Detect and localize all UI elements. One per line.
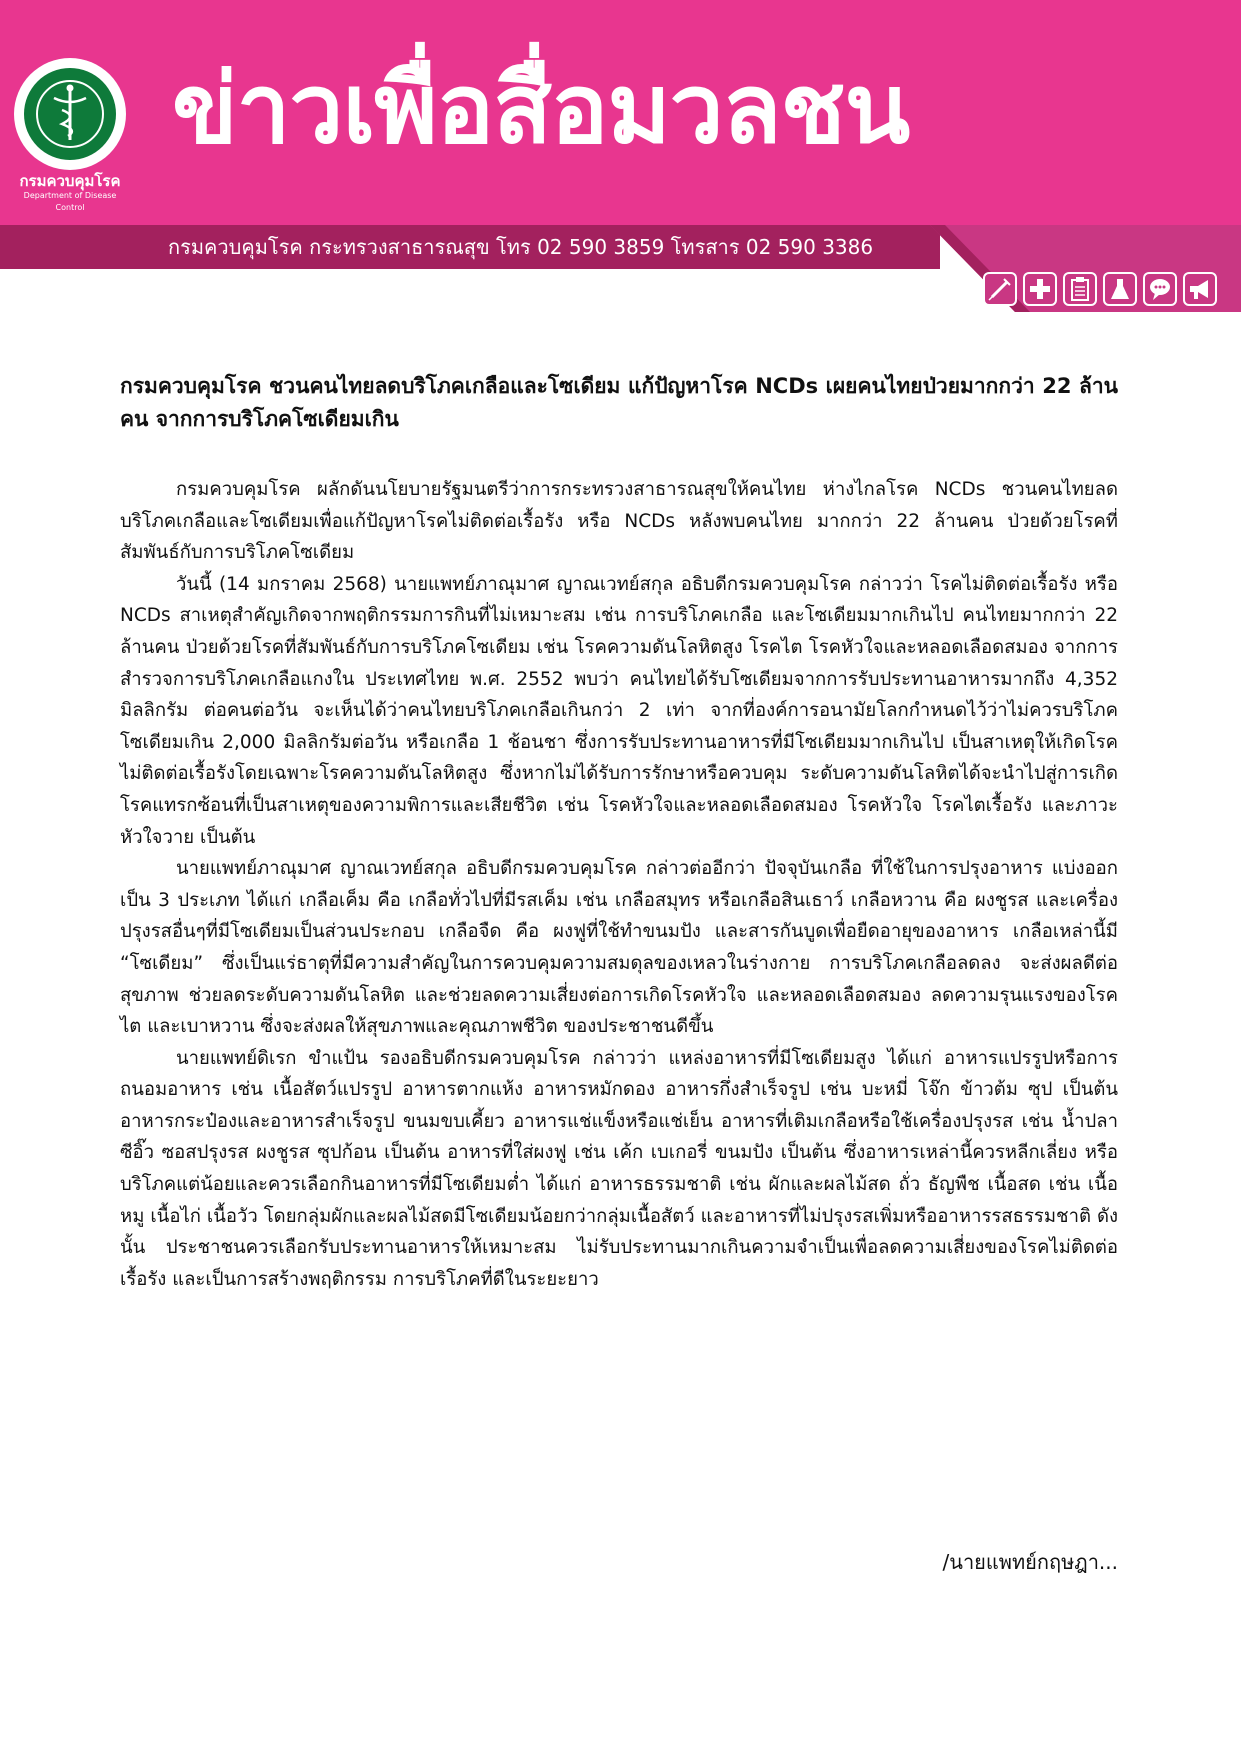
- press-release-header: [0, 0, 1241, 312]
- article-paragraph: กรมควบคุมโรค ผลักดันนโยบายรัฐมนตรีว่าการกระทรวงสาธารณสุขให้คนไทย ห่างไกลโรค NCDs ชวนคนไทยลดบริโภคเกลือและโซเดียมเพื่อแก้ปัญหาโรคไม่ติดต่อเรื้อรัง หรือ NCDs หลังพบคนไทย มากกว่า 22 ล้านคน ป่วยด้วยโรคที่สัมพันธ์กับการบริโภคโซเดียม: [120, 479, 1118, 564]
- article-paragraph: นายแพทย์ภาณุมาศ ญาณเวทย์สกุล อธิบดีกรมควบคุมโรค กล่าวต่ออีกว่า ปัจจุบันเกลือ ที่ใช้ในการปรุงอาหาร แบ่งออกเป็น 3 ประเภท ได้แก่ เกลือเค็ม คือ เกลือทั่วไปที่มีรสเค็ม เช่น เกลือสมุทร หรือเกลือสินเธาว์ เกลือหวาน คือ ผงชูรส และเครื่องปรุงรสอื่นๆที่มีโซเดียมเป็นส่วนประกอบ เกลือจืด คือ ผงฟูที่ใช้ทำขนมปัง และสารกันบูดเพื่อยืดอายุของอาหาร เกลือเหล่านี้มี “โซเดียม” ซึ่งเป็นแร่ธาตุที่มีความสำคัญในการควบคุมความสมดุลของเหลวในร่างกาย การบริโภคเกลือลดลง จะส่งผลดีต่อสุขภาพ ช่วยลดระดับความดันโลหิต และช่วยลดความเสี่ยงต่อการเกิดโรคหัวใจ และหลอดเลือดสมอง ลดความรุนแรงของโรคไต และเบาหวาน ซึ่งจะส่งผลให้สุขภาพและคุณภาพชีวิต ของประชาชนดีขึ้น: [120, 858, 1118, 1038]
- article-paragraph: วันนี้ (14 มกราคม 2568) นายแพทย์ภาณุมาศ ญาณเวทย์สกุล อธิบดีกรมควบคุมโรค กล่าวว่า โรคไม่ติดต่อเรื้อรัง หรือ NCDs สาเหตุสำคัญเกิดจากพฤติกรรมการกินที่ไม่เหมาะสม เช่น การบริโภคเกลือ และโซเดียมมากเกินไป คนไทยมากกว่า 22 ล้านคน ป่วยด้วยโรคที่สัมพันธ์กับการบริโภคโซเดียม เช่น โรคความดันโลหิตสูง โรคไต โรคหัวใจและหลอดเลือดสมอง จากการสำรวจการบริโภคเกลือแกงใน ประเทศไทย พ.ศ. 2552 พบว่า คนไทยได้รับโซเดียมจากการรับประทานอาหารมากถึง 4,352 มิลลิกรัม ต่อคนต่อวัน จะเห็นได้ว่าคนไทยบริโภคเกลือเกินกว่า 2 เท่า จากที่องค์การอนามัยโลกกำหนดไว้ว่าไม่ควรบริโภค โซเดียมเกิน 2,000 มิลลิกรัมต่อวัน หรือเกลือ 1 ช้อนชา ซึ่งการรับประทานอาหารที่มีโซเดียมมากเกินไป เป็นสาเหตุให้เกิดโรคไม่ติดต่อเรื้อรังโดยเฉพาะโรคความดันโลหิตสูง ซึ่งหากไม่ได้รับการรักษาหรือควบคุม ระดับความดันโลหิตได้จะนำไปสู่การเกิดโรคแทรกซ้อนที่เป็นสาเหตุของความพิการและเสียชีวิต เช่น โรคหัวใจและหลอดเลือดสมอง โรคหัวใจ โรคไตเรื้อรัง และภาวะหัวใจวาย เป็นต้น: [120, 573, 1118, 848]
- article-body: [120, 474, 1118, 1295]
- speech-bubble-icon: [1143, 272, 1177, 306]
- ministry-logo: [14, 58, 126, 170]
- continuation-marker: /นายแพทย์กฤษฎา...: [942, 1550, 1118, 1574]
- article-paragraph: นายแพทย์ดิเรก ขำแป้น รองอธิบดีกรมควบคุมโรค กล่าวว่า แหล่งอาหารที่มีโซเดียมสูง ได้แก่ อาหารแปรรูปหรือการถนอมอาหาร เช่น เนื้อสัตว์แปรรูป อาหารตากแห้ง อาหารหมักดอง อาหารกึ่งสำเร็จรูป เช่น บะหมี่ โจ๊ก ข้าวต้ม ซุป เป็นต้น อาหารกระป๋องและอาหารสำเร็จรูป ขนมขบเคี้ยว อาหารแช่แข็งหรือแช่เย็น อาหารที่เติมเกลือหรือใช้เครื่องปรุงรส เช่น น้ำปลา ซีอิ๊ว ซอสปรุงรส ผงชูรส ซุปก้อน เป็นต้น อาหารที่ใส่ผงฟู เช่น เค้ก เบเกอรี่ ขนมปัง เป็นต้น ซึ่งอาหารเหล่านี้ควรหลีกเลี่ยง หรือบริโภคแต่น้อยและควรเลือกกินอาหารที่มีโซเดียมต่ำ ได้แก่ อาหารธรรมชาติ เช่น ผักและผลไม้สด ถั่ว ธัญพืช เนื้อสด เช่น เนื้อหมู เนื้อไก่ เนื้อวัว โดยกลุ่มผักและผลไม้สดมีโซเดียมน้อยกว่ากลุ่มเนื้อสัตว์ และอาหารที่ไม่ปรุงรสเพิ่มหรืออาหารรสธรรมชาติ ดังนั้น ประชาชนควรเลือกรับประทานอาหารให้เหมาะสม ไม่รับประทานมากเกินความจำเป็นเพื่อลดความเสี่ยงของโรคไม่ติดต่อเรื้อรัง และเป็นการสร้างพฤติกรรม การบริโภคที่ดีในระยะยาว: [120, 1047, 1118, 1290]
- caduceus-icon: [24, 68, 116, 160]
- header-icon-row: [983, 272, 1217, 306]
- flask-icon: [1103, 272, 1137, 306]
- logo-caption-thai: กรมควบคุมโรค: [19, 172, 121, 190]
- syringe-icon: [983, 272, 1017, 306]
- article-headline: กรมควบคุมโรค ชวนคนไทยลดบริโภคเกลือและโซเดียม แก้ปัญหาโรค NCDs เผยคนไทยป่วยมากกว่า 22 ล้านคน จากการบริโภคโซเดียมเกิน: [120, 374, 1118, 431]
- logo-caption-english: Department of Disease Control: [23, 191, 117, 212]
- clipboard-icon: [1063, 272, 1097, 306]
- ministry-seal: [24, 68, 116, 160]
- logo-caption: [8, 172, 132, 214]
- article: [120, 370, 1118, 1295]
- contact-line: กรมควบคุมโรค กระทรวงสาธารณสุข โทร 02 590 3859 โทรสาร 02 590 3386: [168, 235, 874, 259]
- news-for-media-title: ข่าวเพื่อสื่อมวลชน: [172, 53, 910, 165]
- megaphone-icon: [1183, 272, 1217, 306]
- medical-cross-icon: [1023, 272, 1057, 306]
